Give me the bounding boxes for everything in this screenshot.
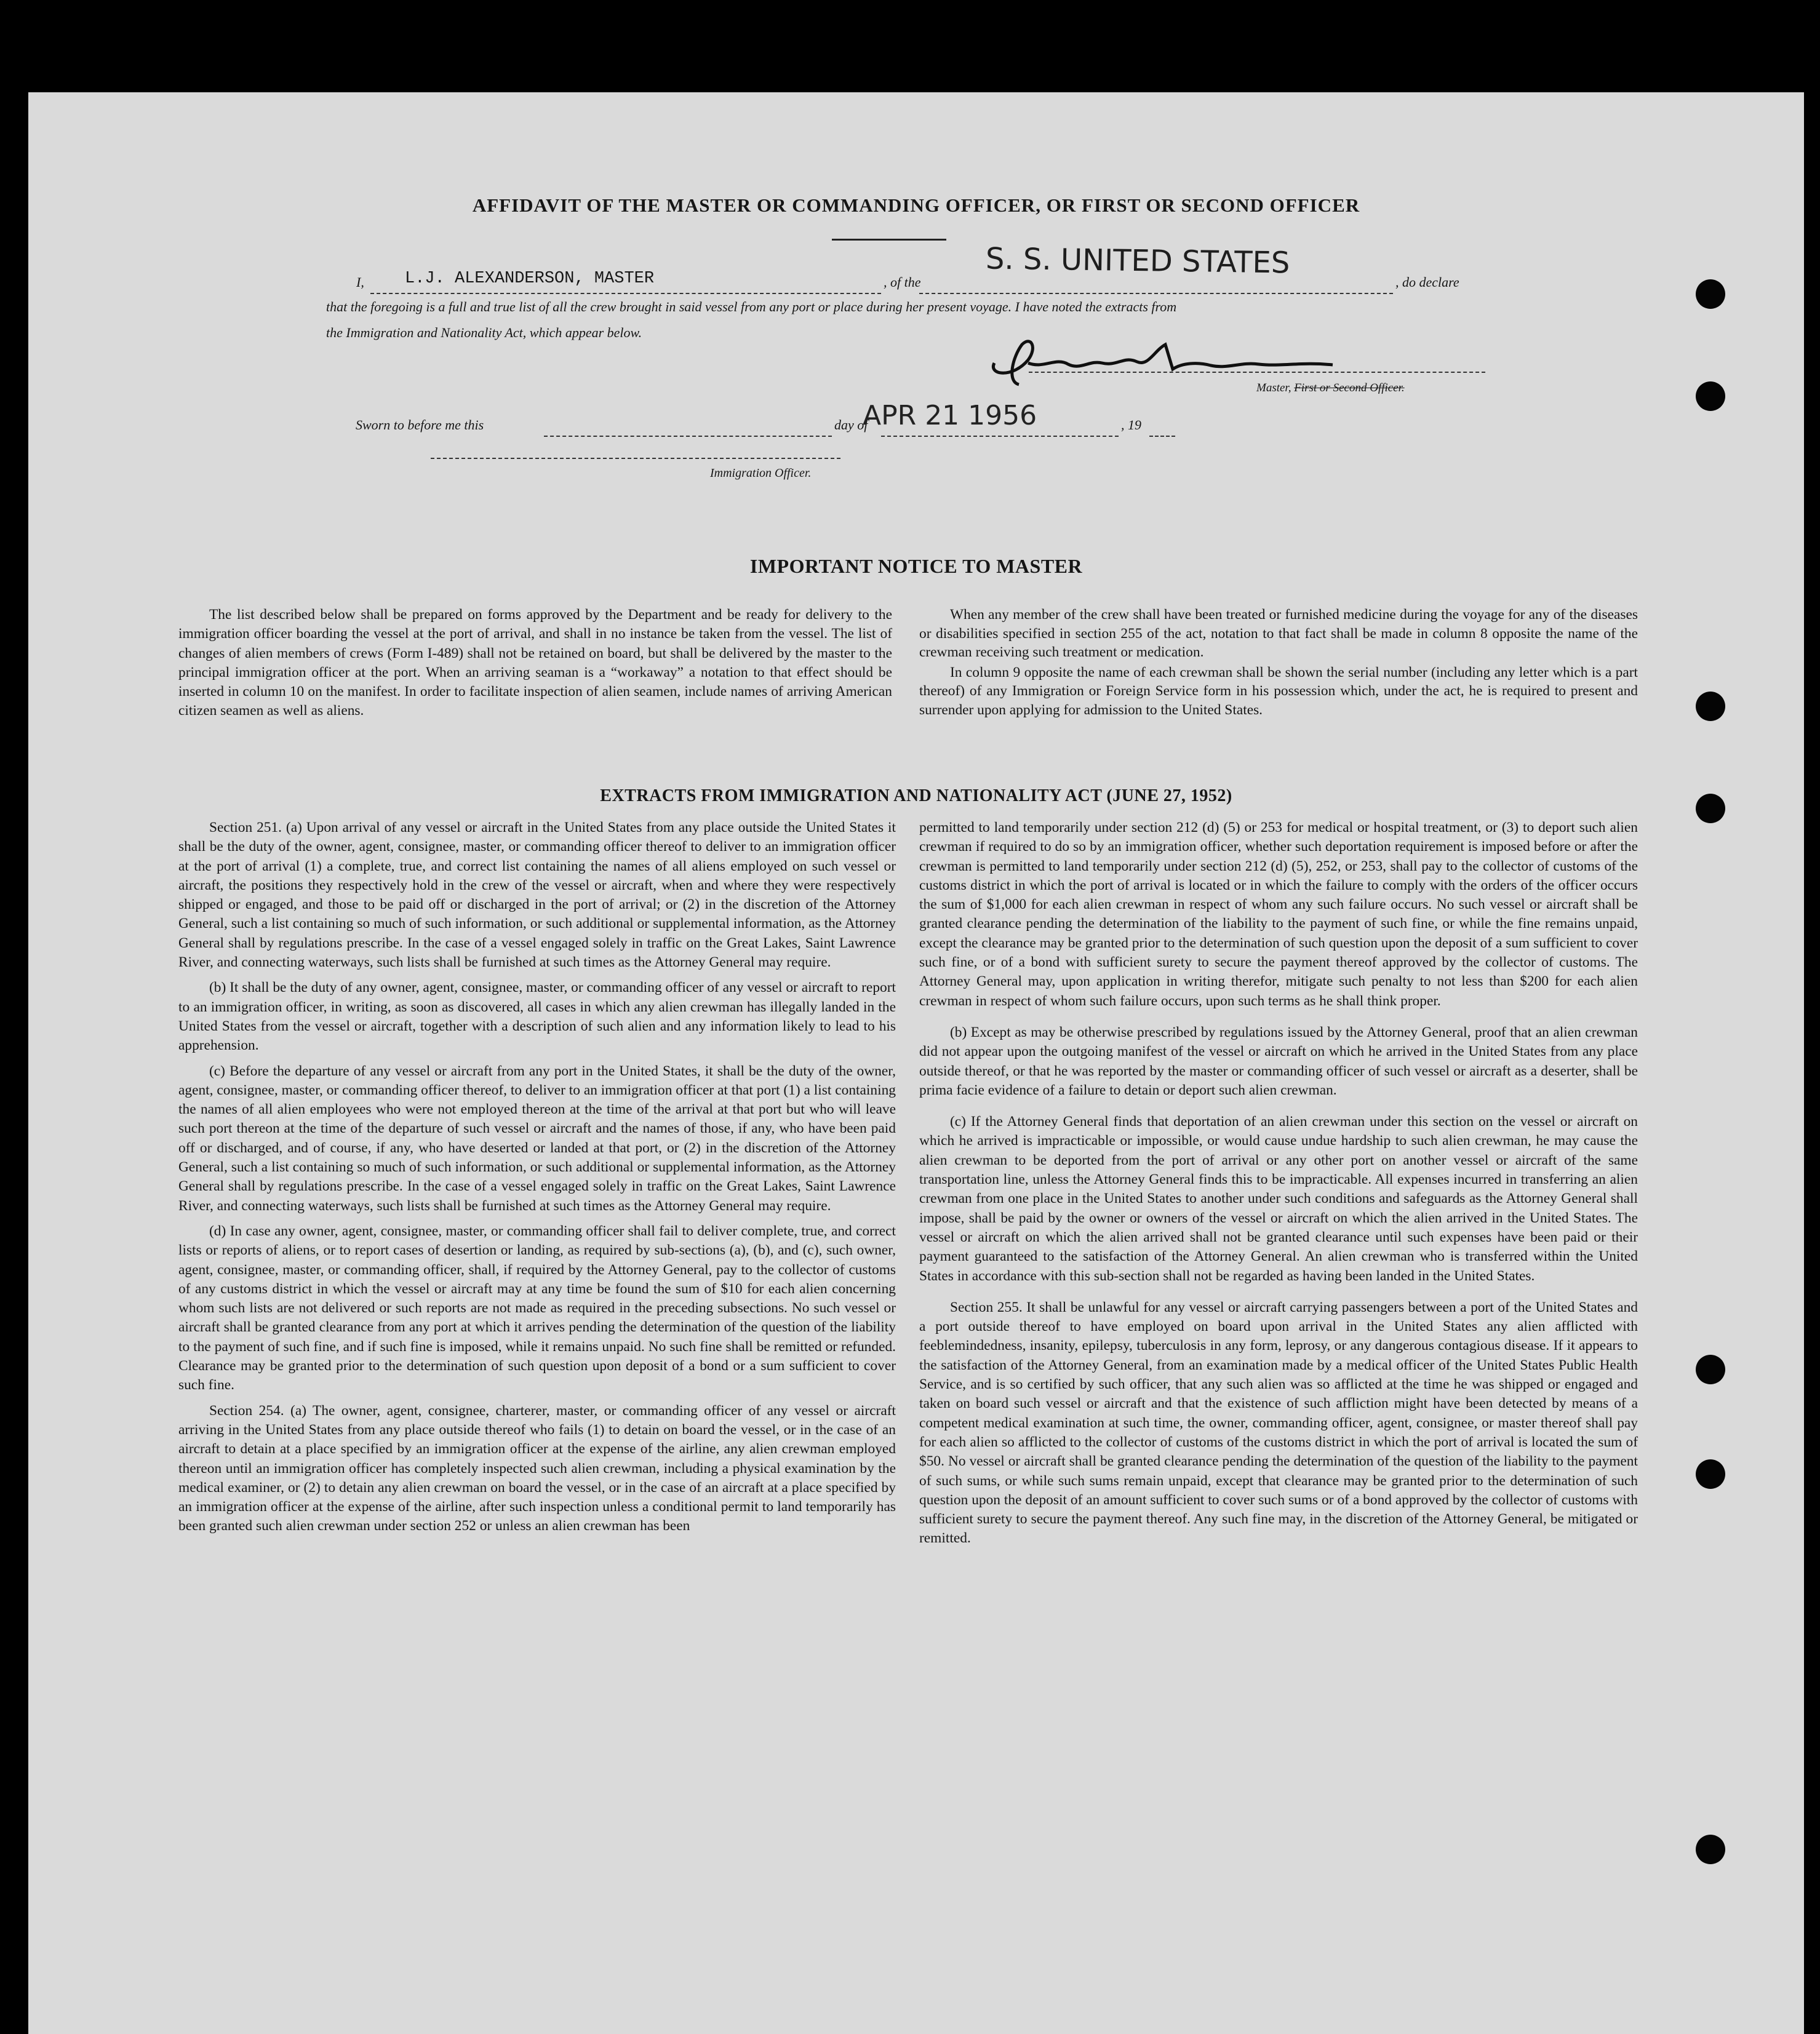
affidavit-title: AFFIDAVIT OF THE MASTER OR COMMANDING OFFICER, OR FIRST OR SECOND OFFICER xyxy=(472,194,1360,216)
section-251c: (c) Before the departure of any vessel or aircraft from any port in the United States, it shall be the duty of the owner, agent, consignee, master, or commanding officer thereof, to deliver to an immigration officer at that port (1) a list containing the names of all alien employees who were not employed thereon at the time of the arrival at that port but who will leave such port thereon at the time of the departure of such vessel or aircraft and the names of those, if any, who have been paid off or discharged, and of course, if any, who have deserted or landed at that port, or (2) in the discretion of the Attorney General, such a list containing so much of such information, or such additional or supplemental information, as the Attorney General shall by regulations prescribe. In the case of a vessel engaged solely in traffic on the Great Lakes, Saint Lawrence River, and connecting waterways, such lists shall be furnished at such times as the Attorney General may require. xyxy=(178,1063,896,1214)
section-251d: (d) In case any owner, agent, consignee, master, or commanding officer shall fail to deliver complete, true, and correct lists or reports of aliens, or to report cases of desertion or landing, as required by sub-sections (a), (b), and (c), such owner, agent, consignee, master, or commanding officer, shall, if required by the Attorney General, pay to the collector of customs of any customs district in which the vessel or aircraft may at any time be found the sum of $10 for each alien concerning whom such lists are not delivered or such reports are not made as required in the preceding subsections. No such vessel or aircraft shall be granted clearance from any port at which it arrives pending the determination of the question of the liability to the payment of such fine, and if such fine is imposed, while it remains unpaid. No such fine shall be remitted or refunded. Clearance may be granted prior to the determination of such question upon deposit of a bond or a sum sufficient to cover such fine. xyxy=(178,1222,896,1394)
officer-label: Immigration Officer. xyxy=(710,466,812,480)
document-sheet xyxy=(28,92,1804,2034)
extracts-right-column xyxy=(919,818,1638,1555)
notice-right-column xyxy=(919,605,1638,725)
officer-line xyxy=(431,458,840,459)
extracts-left-column xyxy=(178,818,896,1542)
binder-hole xyxy=(1696,279,1725,309)
signature-line xyxy=(1029,372,1485,373)
day-label: day of xyxy=(834,417,868,433)
year-line xyxy=(1149,417,1175,437)
do-declare-label: , do declare xyxy=(1395,274,1459,290)
sworn-day-line xyxy=(544,417,832,437)
notice-left-paragraph: The list described below shall be prepared on forms approved by the Department and be ready for delivery to the immigration officer boarding the vessel at the port of arrival, and shall in no instance be taken from the vessel. The list of changes of alien members of crews (Form I-489) shall not be retained on board, but shall be delivered by the master to the principal immigration officer at the port. When an arriving seaman is a “workaway” a notation to that effect should be inserted in column 10 on the manifest. In order to facilitate inspection of alien seamen, include names of arriving American citizen seamen as well as aliens. xyxy=(178,607,892,719)
statement-line-2: the Immigration and Nationality Act, which appear below. xyxy=(326,325,642,340)
section-254b: (b) Except as may be otherwise prescribed by regulations issued by the Attorney General, proof that an alien crewman did not appear upon the outgoing manifest of the vessel or aircraft on which he arrived in the United States from any place outside thereof, or that he was reported by the master or commanding officer of such vessel or aircraft as a deserter, shall be prima facie evidence of a failure to detain or deport such alien crewman. xyxy=(919,1024,1638,1098)
notice-right-paragraph-1: When any member of the crew shall have been treated or furnished medicine during the voyage for any of the diseases or disabilities specified in section 255 of the act, notation to that fact shall be made in column 8 opposite the name of the crewman receiving such treatment or medication. xyxy=(919,607,1638,660)
binder-hole xyxy=(1696,1459,1725,1489)
binder-hole xyxy=(1696,692,1725,721)
extracts-title: EXTRACTS FROM IMMIGRATION AND NATIONALITY ACT (JUNE 27, 1952) xyxy=(600,786,1232,805)
date-stamp: APR 21 1956 xyxy=(863,400,1037,431)
section-254c: (c) If the Attorney General finds that deportation of an alien crewman under this section on the vessel or aircraft on which he arrived is impracticable or impossible, or would cause undue hardship to such alien crewman, he may cause the alien crewman to be deported from the port of arrival or any other port on another vessel or aircraft of the same transportation line, unless the Attorney General finds this to be impracticable. All expenses incurred in transferring an alien crewman from one place in the United States to another under such conditions and safeguards as the Attorney General shall impose, shall be paid by the owner or owners of the vessel or aircraft on which the alien arrived in the United States. The vessel or aircraft on which the alien arrived shall not be granted clearance until such expenses have been paid or their payment guaranteed to the satisfaction of the Attorney General. An alien crewman who is transferred within the United States in accordance with this sub-section shall not be regarded as having been landed in the United States. xyxy=(919,1114,1638,1284)
notice-right-paragraph-2: In column 9 opposite the name of each crewman shall be shown the serial number (including any letter which is a part thereof) of any Immigration or Foreign Service form in his possession which, under the act, he is required to present and surrender upon applying for admission to the United States. xyxy=(919,664,1638,718)
struck-officer-label: First or Second Officer. xyxy=(1294,381,1405,394)
sworn-label: Sworn to before me this xyxy=(356,417,484,433)
section-255: Section 255. It shall be unlawful for any vessel or aircraft carrying passengers between a port of the United States and a port outside thereof to have employed on board upon arrival in the United States any alien afflicted with feeblemindedness, insanity, epilepsy, tuberculosis in any form, leprosy, or any dangerous contagious disease. If it appears to the satisfaction of the Attorney General, from an examination made by a medical officer of the United States Public Health Service, and is so certified by such officer, that any such alien was so afflicted at the time he was shipped or engaged and taken on board such vessel or aircraft and that the existence of such affliction might have been detected by means of a competent medical examination at such time, the owner, commanding officer, agent, consignee, or master thereof shall pay for each alien so afflicted to the collector of customs of the customs district in which the port of arrival is located the sum of $50. No vessel or aircraft shall be granted clearance pending the determination of the question of the liability to the payment of such sums, or while such sums remain unpaid, except that clearance may be granted prior to the determination of such question upon the deposit of an amount sufficient to cover such sums or of a bond approved by the collector of customs with sufficient surety to secure the payment thereof. Any such fine may, in the discretion of the Attorney General, be mitigated or remitted. xyxy=(919,1299,1638,1547)
binder-hole xyxy=(1696,1355,1725,1384)
statement-line-1: that the foregoing is a full and true list of all the crew brought in said vessel from any port or place during her present voyage. I have noted the extracts from xyxy=(326,299,1177,314)
notice-left-column xyxy=(178,605,892,727)
i-label: I, xyxy=(356,274,364,290)
signature-caption xyxy=(1256,381,1405,395)
notice-title: IMPORTANT NOTICE TO MASTER xyxy=(749,555,1083,577)
vessel-stamp: S. S. UNITED STATES xyxy=(985,241,1290,281)
of-label: , of the xyxy=(884,274,921,290)
declarant-name: L.J. ALEXANDERSON, MASTER xyxy=(405,269,655,288)
section-254a-continued: permitted to land temporarily under section 212 (d) (5) or 253 for medical or hospital treatment, or (3) to deport such alien crewman if required to do so by an immigration officer, whether such deportation requirement is imposed before or after the crewman is permitted to land temporarily under section 212 (d) (5), 252, or 253, shall pay to the collector of customs of the customs district in which the port of arrival is located or in which the failure to comply with the orders of the officer occurs the sum of $1,000 for each alien crewman in respect of whom any such failure occurs. No such vessel or aircraft shall be granted clearance pending the determination of the liability to the payment of such fine, or while the fine remains unpaid, except the clearance may be granted prior to the determination of such question upon the deposit of a sum sufficient to cover such fine, or of a bond with sufficient surety to secure the payment thereof approved by the collector of customs. The Attorney General may, upon application in writing therefor, mitigate such penalty to not less than $200 for each alien crewman in respect of whom such failure occurs, upon such terms as he shall think proper. xyxy=(919,820,1638,1009)
section-251b: (b) It shall be the duty of any owner, agent, consignee, master, or commanding officer of any vessel or aircraft to report to an immigration officer, in writing, as soon as discovered, all cases in which any alien crewman has illegally landed in the United States from the vessel or aircraft, together with a description of such alien and any information likely to lead to his apprehension. xyxy=(178,979,896,1054)
section-251a: Section 251. (a) Upon arrival of any vessel or aircraft in the United States from any place outside the United States it shall be the duty of the owner, agent, consignee, master, or commanding officer thereof to deliver to an immigration officer at the port of arrival (1) a complete, true, and correct list containing the names of all aliens employed on such vessel or aircraft, the positions they respectively hold in the crew of the vessel or aircraft, when and where they were respectively shipped or engaged, and those to be paid off or discharged in the port of arrival; or (2) in the discretion of the Attorney General, such a list containing so much of such information, or such additional or supplemental information, as the Attorney General shall by regulations prescribe. In the case of a vessel engaged solely in traffic on the Great Lakes, Saint Lawrence River, and connecting waterways, such lists shall be furnished at such times as the Attorney General may require. xyxy=(178,820,896,971)
title-rule xyxy=(832,239,946,241)
binder-hole xyxy=(1696,794,1725,823)
year-label: , 19 xyxy=(1121,417,1141,433)
binder-hole xyxy=(1696,1835,1725,1864)
section-254a: Section 254. (a) The owner, agent, consignee, charterer, master, or commanding officer of any vessel or aircraft arriving in the United States from any place outside thereof who fails (1) to detain on board the vessel, or in the case of an aircraft to detain at a place specified by an immigration officer at the expense of the airline, any alien crewman employed thereon until an immigration officer has completely inspected such alien crewman, including a physical examination by the medical examiner, or (2) to detain any alien crewman on board the vessel, or in the case of an aircraft at a place specified by an immigration officer at the expense of the airline, after such inspection unless a conditional permit to land temporarily has been granted such alien crewman under section 252 or unless an alien crewman has been xyxy=(178,1402,896,1534)
binder-hole xyxy=(1696,381,1725,411)
master-label: Master, xyxy=(1256,381,1291,394)
